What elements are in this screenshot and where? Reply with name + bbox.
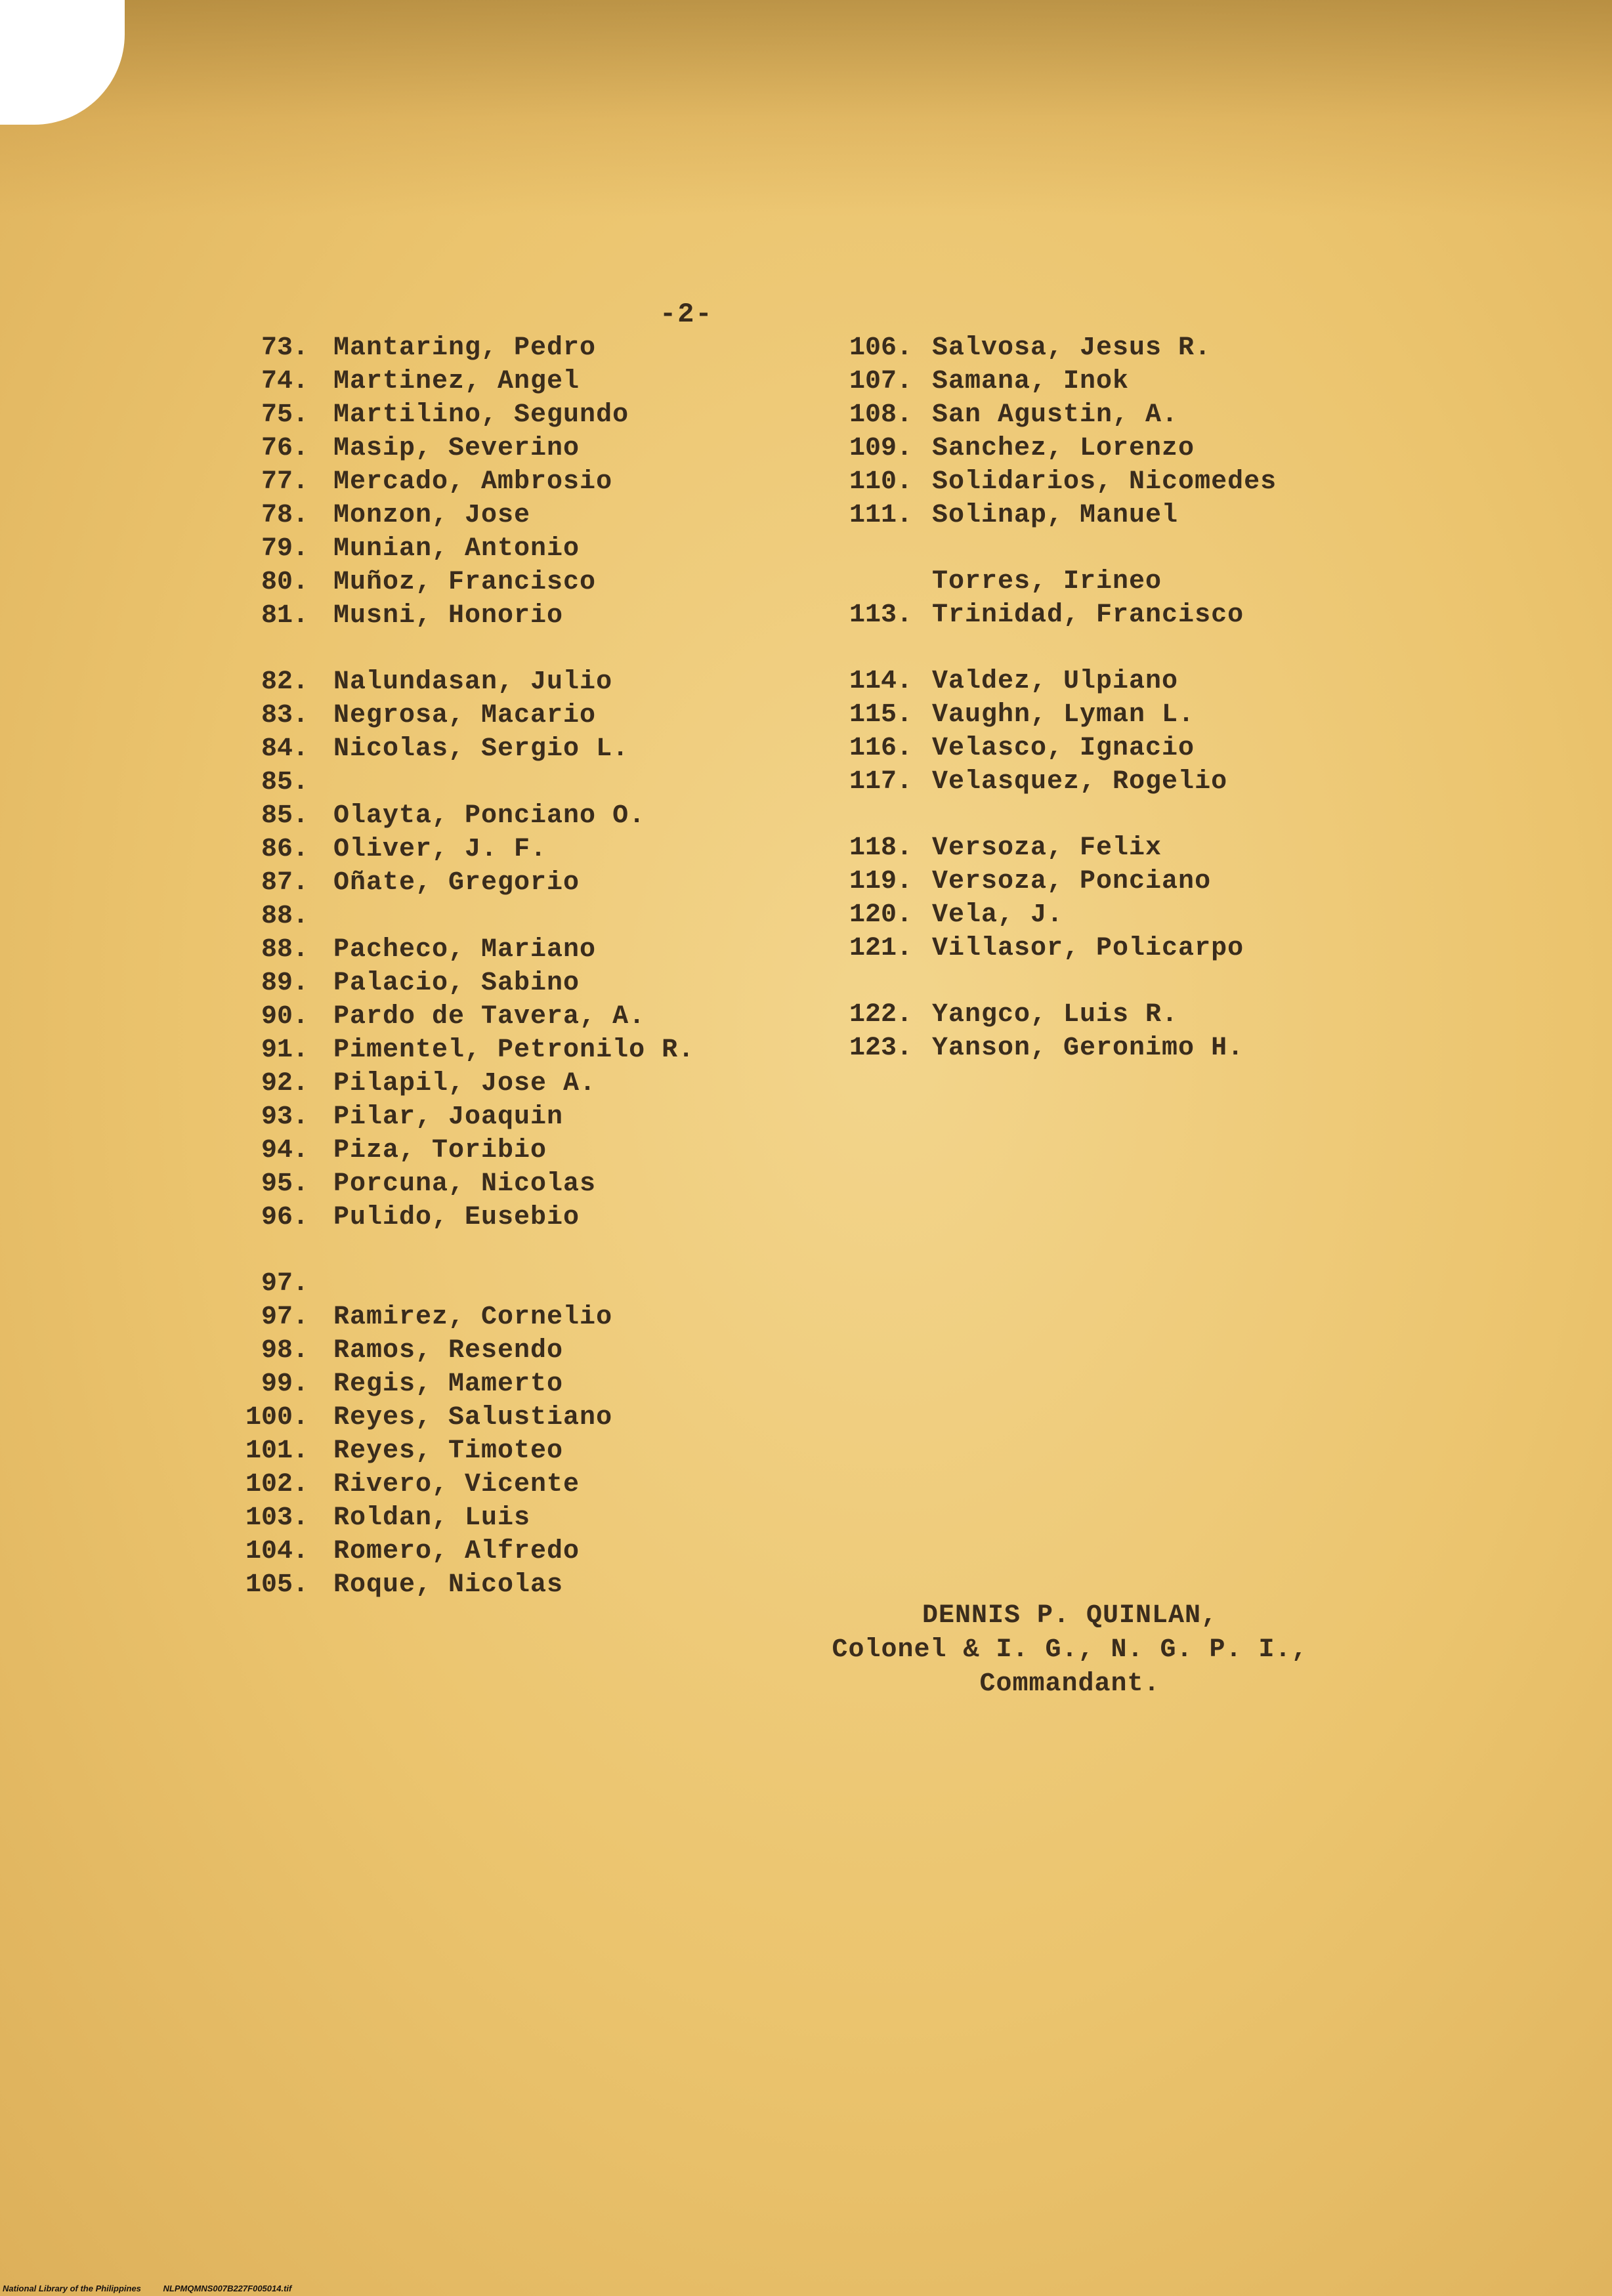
entry-name: Trinidad, Francisco bbox=[932, 600, 1244, 630]
list-item bbox=[223, 434, 814, 467]
entry-number: 91. bbox=[261, 1035, 308, 1065]
entry-name: Versoza, Felix bbox=[932, 833, 1162, 863]
entry-name: Oliver, J. F. bbox=[333, 835, 547, 864]
entry-number: 118. bbox=[849, 833, 912, 863]
entry-number: 99. bbox=[261, 1369, 308, 1399]
entry-name: Velasquez, Rogelio bbox=[932, 767, 1228, 797]
list-item bbox=[223, 333, 814, 367]
footer-file-id: NLPMQMNS007B227F005014.tif bbox=[163, 2284, 292, 2293]
name-list-left bbox=[223, 333, 814, 1604]
entry-number: 77. bbox=[261, 467, 308, 497]
entry-number: 102. bbox=[245, 1470, 308, 1499]
list-item bbox=[834, 400, 1556, 434]
entry-name: Pimentel, Petronilo R. bbox=[333, 1035, 695, 1065]
entry-number: 94. bbox=[261, 1136, 308, 1165]
entry-number: 87. bbox=[261, 868, 308, 898]
list-item bbox=[834, 700, 1556, 734]
entry-name: Masip, Severino bbox=[333, 434, 580, 463]
paper-stain bbox=[0, 0, 1612, 217]
entry-name: Roldan, Luis bbox=[333, 1503, 531, 1533]
list-item bbox=[223, 1336, 814, 1369]
name-list-right bbox=[834, 333, 1556, 1067]
entry-name: Pulido, Eusebio bbox=[333, 1203, 580, 1232]
entry-name: Sanchez, Lorenzo bbox=[932, 434, 1195, 463]
list-item bbox=[834, 734, 1556, 767]
entry-number: 79. bbox=[261, 534, 308, 564]
list-item bbox=[223, 534, 814, 568]
list-item bbox=[223, 1269, 814, 1303]
list-item bbox=[834, 367, 1556, 400]
entry-number: 97. bbox=[261, 1303, 308, 1332]
entry-number: 120. bbox=[849, 900, 912, 930]
entry-number: 108. bbox=[849, 400, 912, 430]
entry-name: Olayta, Ponciano O. bbox=[333, 801, 646, 831]
entry-number: 88. bbox=[261, 935, 308, 965]
list-item bbox=[223, 400, 814, 434]
entry-number: 97. bbox=[261, 1269, 308, 1299]
list-item bbox=[223, 1503, 814, 1537]
entry-name: Velasco, Ignacio bbox=[932, 734, 1195, 763]
entry-name: Pardo de Tavera, A. bbox=[333, 1002, 646, 1032]
entry-name: Porcuna, Nicolas bbox=[333, 1169, 597, 1199]
list-item bbox=[223, 1203, 814, 1236]
list-item bbox=[223, 969, 814, 1002]
list-item bbox=[223, 1403, 814, 1436]
entry-number: 85. bbox=[261, 768, 308, 797]
list-item bbox=[223, 568, 814, 601]
entry-name: Regis, Mamerto bbox=[333, 1369, 564, 1399]
entry-number: 107. bbox=[849, 367, 912, 396]
entry-name: Torres, Irineo bbox=[932, 567, 1162, 596]
entry-name: Munian, Antonio bbox=[333, 534, 580, 564]
entry-number: 110. bbox=[849, 467, 912, 497]
entry-name: Nalundasan, Julio bbox=[333, 667, 613, 697]
entry-name: Yanson, Geronimo H. bbox=[932, 1033, 1244, 1063]
list-item bbox=[834, 467, 1556, 501]
list-item bbox=[223, 367, 814, 400]
list-item bbox=[834, 767, 1556, 801]
entry-name: Reyes, Salustiano bbox=[333, 1403, 613, 1432]
entry-name: Musni, Honorio bbox=[333, 601, 564, 631]
signatory-name: DENNIS P. QUINLAN, bbox=[922, 1601, 1218, 1631]
list-item bbox=[223, 1537, 814, 1570]
entry-number: 90. bbox=[261, 1002, 308, 1032]
entry-name: Oñate, Gregorio bbox=[333, 868, 580, 898]
entry-name: Martinez, Angel bbox=[333, 367, 580, 396]
entry-number: 105. bbox=[245, 1570, 308, 1600]
entry-name: Roque, Nicolas bbox=[333, 1570, 564, 1600]
signature-block bbox=[807, 1601, 1332, 1703]
list-item bbox=[223, 734, 814, 768]
list-item bbox=[223, 1002, 814, 1035]
entry-number: 81. bbox=[261, 601, 308, 631]
entry-number: 92. bbox=[261, 1069, 308, 1098]
signatory-title: Colonel & I. G., N. G. P. I., bbox=[832, 1635, 1308, 1665]
entry-number: 82. bbox=[261, 667, 308, 697]
entry-name: Reyes, Timoteo bbox=[333, 1436, 564, 1466]
entry-number: 104. bbox=[245, 1537, 308, 1566]
list-item bbox=[223, 1303, 814, 1336]
list-item bbox=[834, 1033, 1556, 1067]
list-item bbox=[834, 1000, 1556, 1033]
list-item bbox=[223, 1436, 814, 1470]
entry-name: Martilino, Segundo bbox=[333, 400, 629, 430]
entry-number: 74. bbox=[261, 367, 308, 396]
entry-name: Vaughn, Lyman L. bbox=[932, 700, 1195, 730]
entry-name: Versoza, Ponciano bbox=[932, 867, 1212, 896]
entry-number: 78. bbox=[261, 501, 308, 530]
list-item bbox=[834, 600, 1556, 634]
list-item bbox=[223, 935, 814, 969]
list-item bbox=[223, 501, 814, 534]
entry-name: Pilapil, Jose A. bbox=[333, 1069, 597, 1098]
list-item bbox=[834, 567, 1556, 600]
entry-number: 115. bbox=[849, 700, 912, 730]
entry-number: 93. bbox=[261, 1102, 308, 1132]
entry-name: Nicolas, Sergio L. bbox=[333, 734, 629, 764]
signatory-role: Commandant. bbox=[979, 1669, 1160, 1699]
list-item bbox=[834, 333, 1556, 367]
entry-number: 95. bbox=[261, 1169, 308, 1199]
entry-name: Samana, Inok bbox=[932, 367, 1130, 396]
entry-name: Solidarios, Nicomedes bbox=[932, 467, 1277, 497]
entry-number: 119. bbox=[849, 867, 912, 896]
entry-number: 101. bbox=[245, 1436, 308, 1466]
entry-number: 114. bbox=[849, 667, 912, 696]
entry-name: Rivero, Vicente bbox=[333, 1470, 580, 1499]
entry-number: 83. bbox=[261, 701, 308, 730]
entry-number: 103. bbox=[245, 1503, 308, 1533]
list-item bbox=[223, 701, 814, 734]
list-item bbox=[223, 902, 814, 935]
entry-number: 116. bbox=[849, 734, 912, 763]
entry-name: Mantaring, Pedro bbox=[333, 333, 597, 363]
entry-number: 88. bbox=[261, 902, 308, 931]
entry-number: 89. bbox=[261, 969, 308, 998]
entry-number: 75. bbox=[261, 400, 308, 430]
entry-number: 85. bbox=[261, 801, 308, 831]
entry-number: 96. bbox=[261, 1203, 308, 1232]
entry-name: Salvosa, Jesus R. bbox=[932, 333, 1212, 363]
entry-name: Valdez, Ulpiano bbox=[932, 667, 1179, 696]
entry-number: 98. bbox=[261, 1336, 308, 1366]
entry-number: 111. bbox=[849, 501, 912, 530]
list-item bbox=[223, 1570, 814, 1604]
list-item bbox=[223, 1470, 814, 1503]
entry-name: San Agustin, A. bbox=[932, 400, 1179, 430]
entry-number: 113. bbox=[849, 600, 912, 630]
list-item bbox=[223, 835, 814, 868]
list-item bbox=[223, 1102, 814, 1136]
entry-number: 100. bbox=[245, 1403, 308, 1432]
footer-library: National Library of the Philippines bbox=[3, 2284, 141, 2293]
list-item bbox=[223, 1136, 814, 1169]
entry-name: Ramos, Resendo bbox=[333, 1336, 564, 1366]
entry-number: 84. bbox=[261, 734, 308, 764]
entry-number: 80. bbox=[261, 568, 308, 597]
entry-name: Vela, J. bbox=[932, 900, 1064, 930]
list-item bbox=[223, 1369, 814, 1403]
entry-name: Villasor, Policarpo bbox=[932, 934, 1244, 963]
entry-name: Palacio, Sabino bbox=[333, 969, 580, 998]
list-item bbox=[834, 867, 1556, 900]
footer bbox=[3, 2284, 311, 2293]
entry-number: 123. bbox=[849, 1033, 912, 1063]
entry-name: Monzon, Jose bbox=[333, 501, 531, 530]
list-item bbox=[834, 434, 1556, 467]
entry-number: 86. bbox=[261, 835, 308, 864]
list-item bbox=[223, 768, 814, 801]
entry-name: Negrosa, Macario bbox=[333, 701, 597, 730]
entry-name: Muñoz, Francisco bbox=[333, 568, 597, 597]
list-item bbox=[834, 900, 1556, 934]
page-number: -2- bbox=[660, 299, 713, 330]
list-item bbox=[223, 1169, 814, 1203]
list-item bbox=[834, 667, 1556, 700]
entry-name: Ramirez, Cornelio bbox=[333, 1303, 613, 1332]
entry-name: Pilar, Joaquin bbox=[333, 1102, 564, 1132]
entry-number: 73. bbox=[261, 333, 308, 363]
list-item bbox=[834, 501, 1556, 534]
entry-name: Romero, Alfredo bbox=[333, 1537, 580, 1566]
list-item bbox=[223, 1069, 814, 1102]
entry-name: Mercado, Ambrosio bbox=[333, 467, 613, 497]
list-item bbox=[834, 833, 1556, 867]
list-item bbox=[834, 934, 1556, 967]
entry-name: Piza, Toribio bbox=[333, 1136, 547, 1165]
entry-number: 109. bbox=[849, 434, 912, 463]
entry-number: 76. bbox=[261, 434, 308, 463]
list-item bbox=[223, 667, 814, 701]
entry-number: 117. bbox=[849, 767, 912, 797]
list-item bbox=[223, 868, 814, 902]
entry-name: Yangco, Luis R. bbox=[932, 1000, 1179, 1030]
list-item bbox=[223, 801, 814, 835]
entry-name: Solinap, Manuel bbox=[932, 501, 1179, 530]
list-item bbox=[223, 1035, 814, 1069]
list-item bbox=[223, 467, 814, 501]
entry-name: Pacheco, Mariano bbox=[333, 935, 597, 965]
entry-number: 122. bbox=[849, 1000, 912, 1030]
entry-number: 106. bbox=[849, 333, 912, 363]
entry-number: 121. bbox=[849, 934, 912, 963]
list-item bbox=[223, 601, 814, 635]
